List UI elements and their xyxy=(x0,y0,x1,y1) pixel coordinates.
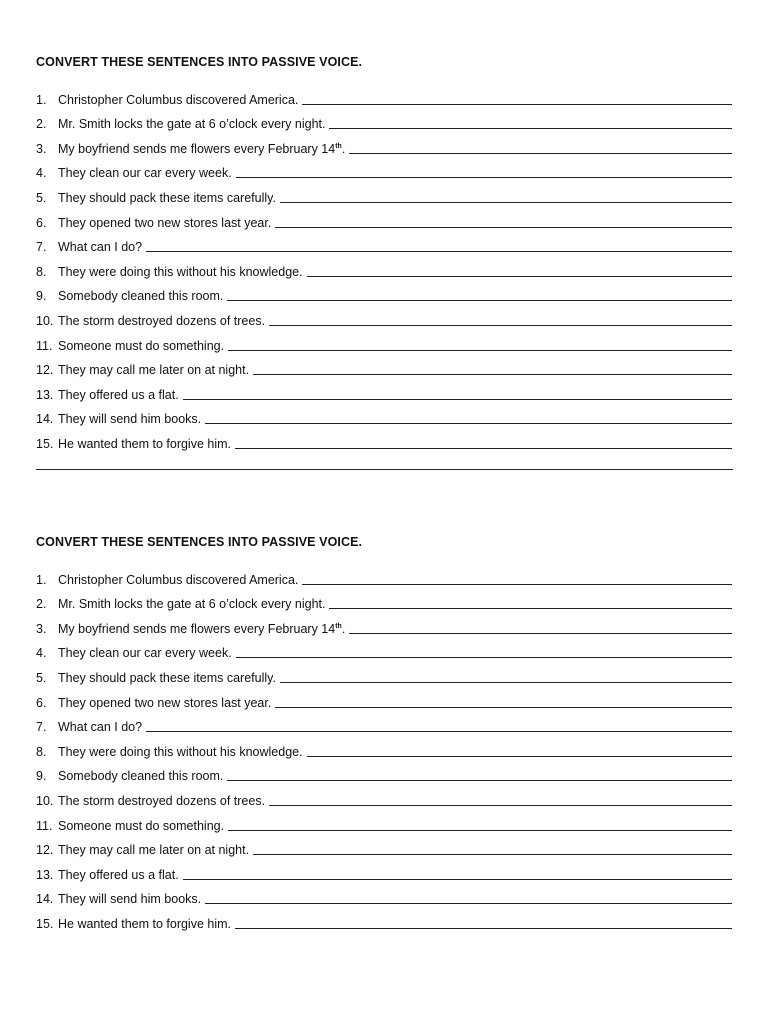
item-number: 13. xyxy=(36,387,54,402)
sentence-main: What can I do? xyxy=(58,720,143,735)
answer-line[interactable] xyxy=(269,324,732,326)
answer-line[interactable] xyxy=(275,226,732,228)
item-number: 2. xyxy=(36,597,47,612)
sentence-text xyxy=(58,165,232,181)
answer-line[interactable] xyxy=(236,176,732,178)
sentence-item xyxy=(36,255,732,280)
sentence-text xyxy=(58,264,303,280)
answer-line[interactable] xyxy=(236,656,732,658)
answer-line[interactable] xyxy=(280,201,732,203)
sentence-text xyxy=(58,239,142,255)
sentence-item xyxy=(36,588,732,613)
answer-line-extra[interactable] xyxy=(36,469,733,470)
sentence-item xyxy=(36,231,732,256)
sentence-item xyxy=(36,784,732,809)
sentence-text xyxy=(58,670,276,686)
answer-line[interactable] xyxy=(235,927,732,929)
sentence-main: They clean our car every week. xyxy=(58,646,232,661)
item-number: 9. xyxy=(36,769,47,784)
sentence-text xyxy=(58,719,142,735)
sentence-item xyxy=(36,132,732,157)
sentence-text xyxy=(58,338,224,354)
item-number: 13. xyxy=(36,867,54,882)
item-number: 1. xyxy=(36,92,47,107)
sentence-text xyxy=(58,695,271,711)
sentence-item xyxy=(36,907,732,932)
answer-line[interactable] xyxy=(269,804,732,806)
item-number: 6. xyxy=(36,215,47,230)
item-number: 11. xyxy=(36,818,53,833)
answer-line[interactable] xyxy=(146,250,732,252)
sentence-main: He wanted them to forgive him. xyxy=(58,436,231,451)
sentence-main: They were doing this without his knowledge. xyxy=(58,744,303,759)
sentence-text xyxy=(58,436,231,452)
answer-line[interactable] xyxy=(302,583,732,585)
sentence-main: Somebody cleaned this room. xyxy=(58,769,224,784)
sentence-main: My boyfriend sends me flowers every February 14 xyxy=(58,141,336,156)
sentence-item xyxy=(36,858,732,883)
sentence-text xyxy=(58,288,223,304)
worksheet-section-1 xyxy=(36,54,732,452)
sentence-main: He wanted them to forgive him. xyxy=(58,916,231,931)
item-number: 14. xyxy=(36,412,54,427)
item-number: 4. xyxy=(36,646,47,661)
item-number: 5. xyxy=(36,670,47,685)
sentence-item xyxy=(36,809,732,834)
sentence-main: They should pack these items carefully. xyxy=(58,190,276,205)
sentence-item xyxy=(36,83,732,108)
sentence-tail: . xyxy=(341,141,346,156)
sentence-tail: . xyxy=(341,621,346,636)
sentence-list xyxy=(36,563,732,932)
answer-line[interactable] xyxy=(307,755,732,757)
sentence-text xyxy=(58,411,201,427)
sentence-text xyxy=(58,842,249,858)
item-number: 12. xyxy=(36,843,54,858)
item-number: 6. xyxy=(36,695,47,710)
sentence-main: Mr. Smith locks the gate at 6 o’clock every night. xyxy=(58,117,326,132)
sentence-text xyxy=(58,572,298,588)
ordinal-suffix: th xyxy=(335,142,342,150)
answer-line[interactable] xyxy=(227,779,732,781)
sentence-item xyxy=(36,280,732,305)
answer-line[interactable] xyxy=(329,607,732,609)
item-number: 7. xyxy=(36,240,47,255)
item-number: 3. xyxy=(36,141,47,156)
sentence-main: They will send him books. xyxy=(58,412,202,427)
sentence-text xyxy=(58,215,271,231)
answer-line[interactable] xyxy=(146,730,732,732)
item-number: 4. xyxy=(36,166,47,181)
answer-line[interactable] xyxy=(253,853,732,855)
answer-line[interactable] xyxy=(275,706,732,708)
sentence-main: The storm destroyed dozens of trees. xyxy=(58,793,266,808)
answer-line[interactable] xyxy=(349,152,732,154)
item-number: 11. xyxy=(36,338,53,353)
sentence-main: They offered us a flat. xyxy=(58,867,179,882)
item-number: 8. xyxy=(36,264,47,279)
sentence-main: They opened two new stores last year. xyxy=(58,215,272,230)
sentence-text xyxy=(58,596,325,612)
sentence-item xyxy=(36,403,732,428)
answer-line[interactable] xyxy=(235,447,732,449)
answer-line[interactable] xyxy=(253,373,732,375)
sentence-list xyxy=(36,83,732,452)
item-number: 3. xyxy=(36,621,47,636)
item-number: 12. xyxy=(36,363,54,378)
item-number: 9. xyxy=(36,289,47,304)
sentence-text xyxy=(58,744,303,760)
sentence-main: The storm destroyed dozens of trees. xyxy=(58,313,266,328)
answer-line[interactable] xyxy=(307,275,732,277)
sentence-text xyxy=(58,818,224,834)
sentence-item xyxy=(36,637,732,662)
sentence-main: Christopher Columbus discovered America. xyxy=(58,572,299,587)
sentence-text xyxy=(58,313,265,329)
sentence-text xyxy=(58,92,298,108)
sentence-main: They should pack these items carefully. xyxy=(58,670,276,685)
sentence-text xyxy=(58,867,179,883)
sentence-main: Someone must do something. xyxy=(58,818,225,833)
item-number: 15. xyxy=(36,436,54,451)
sentence-text xyxy=(58,768,223,784)
answer-line[interactable] xyxy=(183,398,732,400)
sentence-main: Christopher Columbus discovered America. xyxy=(58,92,299,107)
sentence-item xyxy=(36,108,732,133)
sentence-item xyxy=(36,760,732,785)
ordinal-suffix: th xyxy=(335,622,342,630)
sentence-main: My boyfriend sends me flowers every February 14 xyxy=(58,621,336,636)
sentence-item xyxy=(36,329,732,354)
item-number: 1. xyxy=(36,572,47,587)
answer-line[interactable] xyxy=(183,878,732,880)
sentence-item xyxy=(36,304,732,329)
sentence-text xyxy=(58,141,345,157)
sentence-main: They may call me later on at night. xyxy=(58,843,250,858)
item-number: 14. xyxy=(36,892,54,907)
sentence-item xyxy=(36,612,732,637)
sentence-text xyxy=(58,190,276,206)
answer-line[interactable] xyxy=(227,299,732,301)
sentence-item xyxy=(36,661,732,686)
item-number: 5. xyxy=(36,190,47,205)
sentence-item xyxy=(36,181,732,206)
answer-line[interactable] xyxy=(228,829,732,831)
sentence-item xyxy=(36,427,732,452)
item-number: 10. xyxy=(36,313,54,328)
answer-line[interactable] xyxy=(205,422,732,424)
sentence-item xyxy=(36,563,732,588)
item-number: 2. xyxy=(36,117,47,132)
sentence-text xyxy=(58,621,345,637)
section-title: CONVERT THESE SENTENCES INTO PASSIVE VOICE. xyxy=(36,535,363,549)
section-title: CONVERT THESE SENTENCES INTO PASSIVE VOICE. xyxy=(36,55,363,69)
answer-line[interactable] xyxy=(302,103,732,105)
sentence-text xyxy=(58,387,179,403)
item-number: 15. xyxy=(36,916,54,931)
sentence-main: They opened two new stores last year. xyxy=(58,695,272,710)
sentence-item xyxy=(36,206,732,231)
sentence-item xyxy=(36,378,732,403)
answer-line[interactable] xyxy=(280,681,732,683)
sentence-item xyxy=(36,686,732,711)
sentence-text xyxy=(58,362,249,378)
sentence-text xyxy=(58,916,231,932)
sentence-main: Mr. Smith locks the gate at 6 o’clock every night. xyxy=(58,597,326,612)
sentence-text xyxy=(58,891,201,907)
sentence-item xyxy=(36,883,732,908)
sentence-main: Somebody cleaned this room. xyxy=(58,289,224,304)
sentence-main: Someone must do something. xyxy=(58,338,225,353)
item-number: 7. xyxy=(36,720,47,735)
sentence-main: They clean our car every week. xyxy=(58,166,232,181)
sentence-main: They offered us a flat. xyxy=(58,387,179,402)
sentence-text xyxy=(58,645,232,661)
item-number: 8. xyxy=(36,744,47,759)
sentence-text xyxy=(58,116,325,132)
sentence-item xyxy=(36,711,732,736)
sentence-item xyxy=(36,157,732,182)
worksheet-section-2 xyxy=(36,534,732,932)
answer-line[interactable] xyxy=(205,902,732,904)
sentence-item xyxy=(36,354,732,379)
answer-line[interactable] xyxy=(329,127,732,129)
sentence-text xyxy=(58,793,265,809)
answer-line[interactable] xyxy=(349,632,732,634)
item-number: 10. xyxy=(36,793,54,808)
sentence-main: They will send him books. xyxy=(58,892,202,907)
sentence-main: They may call me later on at night. xyxy=(58,363,250,378)
sentence-item xyxy=(36,834,732,859)
sentence-main: What can I do? xyxy=(58,240,143,255)
answer-line[interactable] xyxy=(228,349,732,351)
sentence-main: They were doing this without his knowledge. xyxy=(58,264,303,279)
sentence-item xyxy=(36,735,732,760)
